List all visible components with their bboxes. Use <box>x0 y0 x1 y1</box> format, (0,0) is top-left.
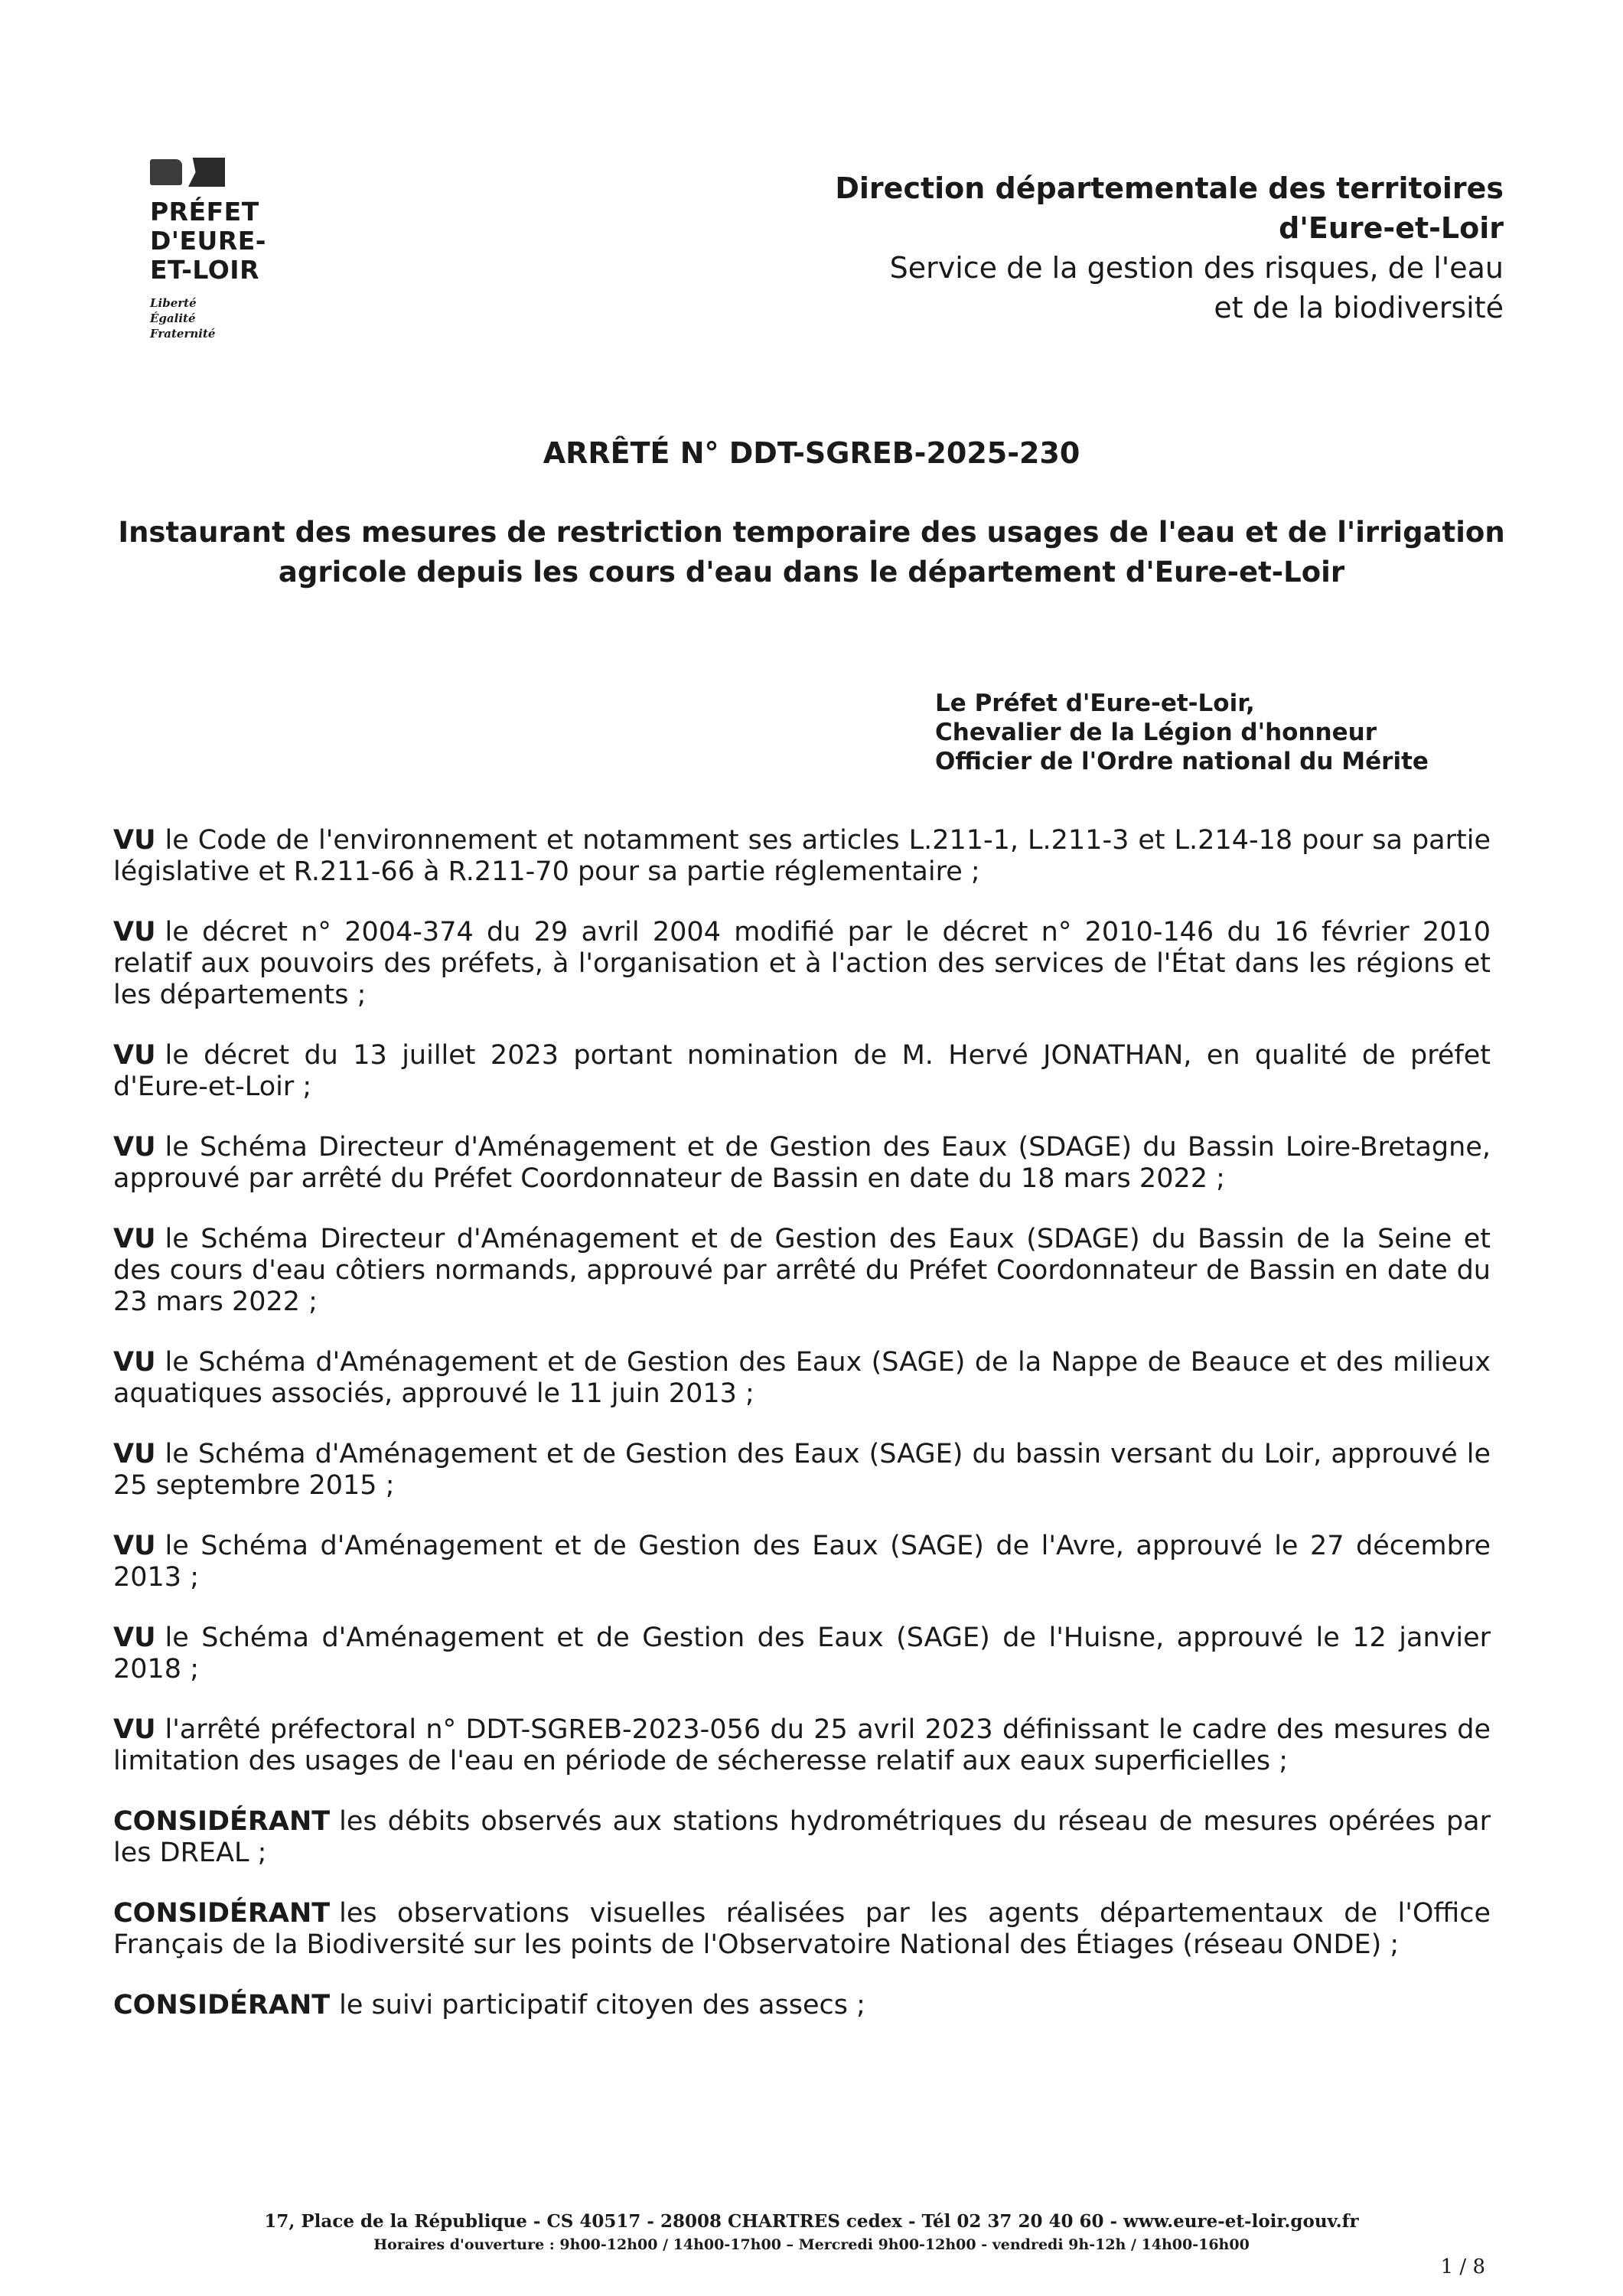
recital-paragraph <box>113 1714 1491 1777</box>
page-number: 1 / 8 <box>1440 2255 1485 2278</box>
recital-keyword: VU <box>113 1714 156 1745</box>
recital-paragraph <box>113 1990 1491 2021</box>
prefet-line: PRÉFET <box>150 197 259 227</box>
recital-keyword: CONSIDÉRANT <box>113 1806 331 1837</box>
recital-text: les observations visuelles réalisées par les agents départementaux de l'Office Français de la Biodiversité sur les points de l'Observatoire National des Étiages (réseau ONDE) ; <box>113 1898 1491 1960</box>
motto-line: Égalité <box>150 311 196 325</box>
recital-paragraph <box>113 1623 1491 1685</box>
recital-keyword: VU <box>113 1347 156 1378</box>
recital-paragraph <box>113 1898 1491 1961</box>
recitals <box>113 825 1491 2050</box>
recital-keyword: VU <box>113 825 156 856</box>
recital-text: le Schéma d'Aménagement et de Gestion des Eaux (SAGE) de la Nappe de Beauce et des milieux aquatiques associés, approuvé le 11 juin 2013 ; <box>113 1347 1491 1409</box>
footer-hours: Horaires d'ouverture : 9h00-12h00 / 14h00-17h00 – Mercredi 9h00-12h00 - vendredi 9h-12h / 14h00-16h00 <box>373 2236 1250 2253</box>
marianne-flag-icon <box>150 158 326 187</box>
recital-paragraph <box>113 825 1491 888</box>
recital-keyword: VU <box>113 1224 156 1254</box>
recital-keyword: VU <box>113 917 156 947</box>
service-line: Service de la gestion des risques, de l'eau <box>889 251 1504 285</box>
recital-text: le décret n° 2004-374 du 29 avril 2004 modifié par le décret n° 2010-146 du 16 février 2010 relatif aux pouvoirs des préfets, à l'organisation et à l'action des services de l'État dans les régions et les départements ; <box>113 917 1491 1010</box>
recital-paragraph <box>113 1224 1491 1318</box>
page-footer <box>0 2210 1623 2256</box>
motto-line: Fraternité <box>150 327 216 341</box>
arrete-object: Instaurant des mesures de restriction temporaire des usages de l'eau et de l'irrigation agricole depuis les cours d'eau dans le département d'Eure-et-Loir <box>118 516 1505 589</box>
recital-text: le suivi participatif citoyen des assecs ; <box>339 1990 865 2020</box>
service-line: et de la biodiversité <box>1214 291 1504 325</box>
signatory-line: Le Préfet d'Eure-et-Loir, <box>935 690 1255 717</box>
recital-text: le décret du 13 juillet 2023 portant nomination de M. Hervé JONATHAN, en qualité de préfet d'Eure-et-Loir ; <box>113 1040 1491 1102</box>
recital-paragraph <box>113 1439 1491 1502</box>
prefet-line: D'EURE- <box>150 226 266 256</box>
recital-paragraph <box>113 1531 1491 1593</box>
recital-text: le Schéma Directeur d'Aménagement et de Gestion des Eaux (SDAGE) du Bassin Loire-Bretagne, approuvé par arrêté du Préfet Coordonnateur de Bassin en date du 18 mars 2022 ; <box>113 1132 1491 1194</box>
recital-keyword: VU <box>113 1623 156 1653</box>
signatory-block <box>935 689 1429 776</box>
recital-keyword: VU <box>113 1439 156 1469</box>
direction-line: d'Eure-et-Loir <box>1279 211 1504 245</box>
recital-keyword: VU <box>113 1040 156 1071</box>
recital-keyword: CONSIDÉRANT <box>113 1898 331 1929</box>
signatory-line: Chevalier de la Légion d'honneur <box>935 719 1377 746</box>
recital-text: le Schéma d'Aménagement et de Gestion des Eaux (SAGE) de l'Huisne, approuvé le 12 janvier 2018 ; <box>113 1623 1491 1684</box>
footer-address: 17, Place de la République - CS 40517 - 28008 CHARTRES cedex - Tél 02 37 20 40 60 - www.eure-et-loir.gouv.fr <box>264 2211 1359 2232</box>
motto-line: Liberté <box>150 296 197 310</box>
recital-text: le Code de l'environnement et notamment ses articles L.211-1, L.211-3 et L.214-18 pour sa partie législative et R.211-66 à R.211-70 pour sa partie réglementaire ; <box>113 825 1491 887</box>
prefecture-logo <box>150 158 326 341</box>
recital-text: les débits observés aux stations hydrométriques du réseau de mesures opérées par les DREAL ; <box>113 1806 1491 1868</box>
arrete-number: ARRÊTÉ N° DDT-SGREB-2025-230 <box>543 436 1080 470</box>
recital-text: le Schéma d'Aménagement et de Gestion des Eaux (SAGE) de l'Avre, approuvé le 27 décembre 2013 ; <box>113 1531 1491 1593</box>
issuing-direction <box>738 168 1504 328</box>
recital-paragraph <box>113 1347 1491 1410</box>
prefet-name <box>150 197 326 285</box>
recital-keyword: CONSIDÉRANT <box>113 1990 331 2020</box>
prefet-line: ET-LOIR <box>150 255 259 285</box>
recital-paragraph <box>113 1806 1491 1869</box>
recital-keyword: VU <box>113 1132 156 1163</box>
recital-paragraph <box>113 1040 1491 1103</box>
recital-paragraph <box>113 917 1491 1011</box>
signatory-line: Officier de l'Ordre national du Mérite <box>935 748 1429 775</box>
recital-text: le Schéma d'Aménagement et de Gestion des Eaux (SAGE) du bassin versant du Loir, approuvé le 25 septembre 2015 ; <box>113 1439 1491 1501</box>
recital-text: le Schéma Directeur d'Aménagement et de Gestion des Eaux (SDAGE) du Bassin de la Seine et des cours d'eau côtiers normands, approuvé par arrêté du Préfet Coordonnateur de Bassin en date du 23 mars 2022 ; <box>113 1224 1491 1317</box>
direction-line: Direction départementale des territoires <box>835 171 1504 205</box>
recital-text: l'arrêté préfectoral n° DDT-SGREB-2023-056 du 25 avril 2023 définissant le cadre des mesures de limitation des usages de l'eau en période de sécheresse relatif aux eaux superficielles ; <box>113 1714 1491 1776</box>
recital-paragraph <box>113 1132 1491 1195</box>
recital-keyword: VU <box>113 1531 156 1561</box>
republic-motto <box>150 295 326 341</box>
